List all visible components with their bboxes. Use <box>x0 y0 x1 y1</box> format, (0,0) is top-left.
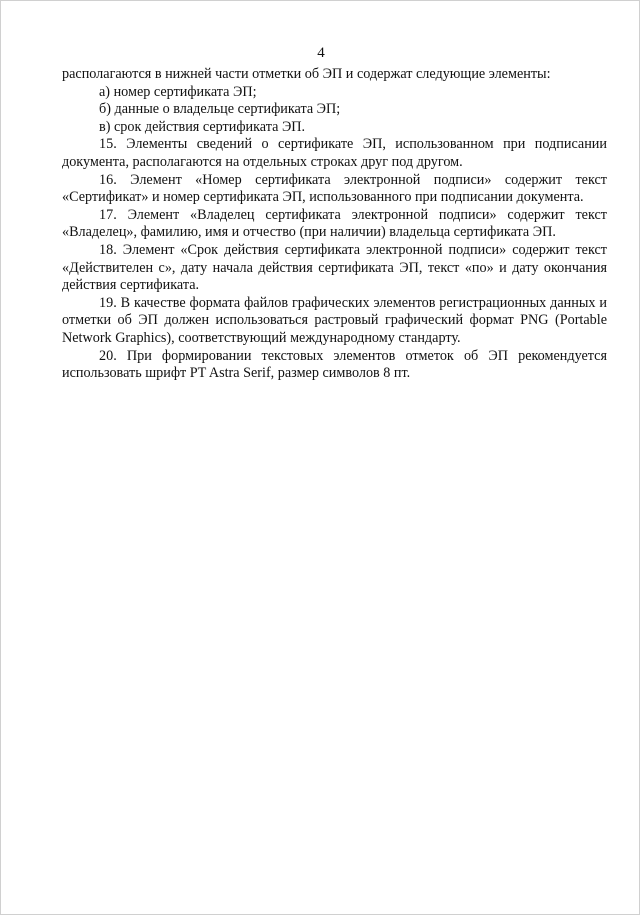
paragraph-19: 19. В качестве формата файлов графических элементов регистрационных данных и отметки об ЭП должен использоваться растровый графический формат PNG (Portable Network Graphics), соответствующий международному стандарту. <box>62 294 607 346</box>
paragraph-18: 18. Элемент «Срок действия сертификата электронной подписи» содержит текст «Действителен с», дату начала действия сертификата ЭП, текст «по» и дату окончания действия сертификата. <box>62 241 607 294</box>
document-body <box>62 66 607 383</box>
paragraph-17: 17. Элемент «Владелец сертификата электронной подписи» содержит текст «Владелец», фамилию, имя и отчество (при наличии) владельца сертификата ЭП. <box>62 206 607 241</box>
paragraph-continuation: располагаются в нижней части отметки об ЭП и содержат следующие элементы: <box>62 66 551 82</box>
paragraph-16: 16. Элемент «Номер сертификата электронной подписи» содержит текст «Сертификат» и номер сертификата ЭП, использованного при подписании документа. <box>62 171 607 206</box>
list-item-b: б) данные о владельце сертификата ЭП; <box>99 101 341 118</box>
list-item-c: в) срок действия сертификата ЭП. <box>99 118 306 135</box>
list-item-a: а) номер сертификата ЭП; <box>99 83 257 100</box>
page-number: 4 <box>317 45 325 61</box>
paragraph-15: 15. Элементы сведений о сертификате ЭП, использованном при подписании документа, располагаются на отдельных строках друг под другом. <box>62 136 607 170</box>
paragraph-20: 20. При формировании текстовых элементов отметок об ЭП рекомендуется использовать шрифт PT Astra Serif, размер символов 8 пт. <box>62 347 607 382</box>
